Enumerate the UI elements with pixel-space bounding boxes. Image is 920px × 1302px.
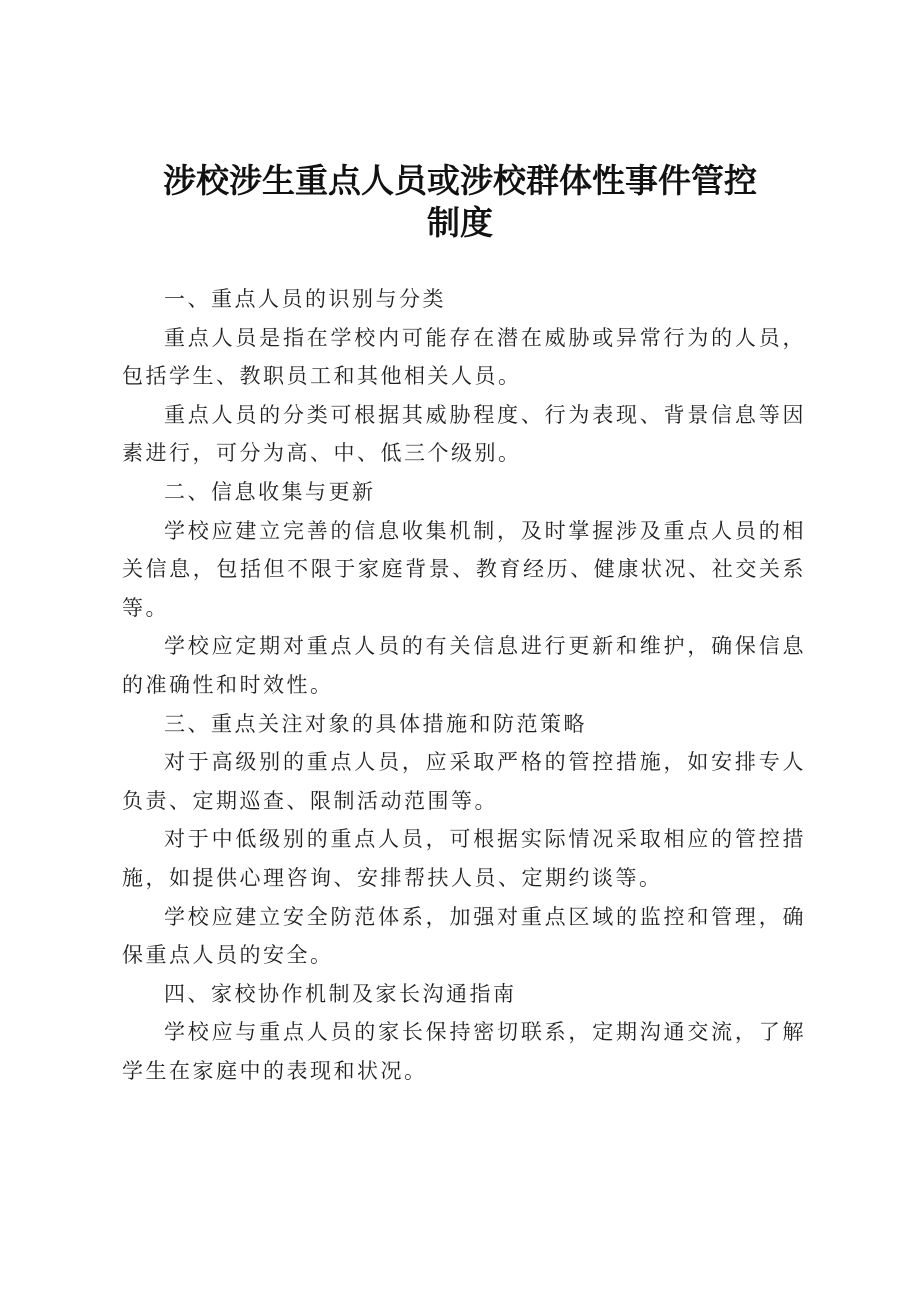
section-heading-2: 二、信息收集与更新 [164,479,376,504]
document-body [122,280,806,1090]
section-heading-4: 四、家校协作机制及家长沟通指南 [164,981,517,1006]
paragraph: 学校应建立完善的信息收集机制，及时掌握涉及重点人员的相关信息，包括但不限于家庭背景、教育经历、健康状况、社交关系等。 [122,518,806,620]
document-title: 涉校涉生重点人员或涉校群体性事件管控制度 [163,161,757,242]
paragraph: 学校应定期对重点人员的有关信息进行更新和维护，确保信息的准确性和时效性。 [122,634,806,697]
paragraph: 对于高级别的重点人员，应采取严格的管控措施，如安排专人负责、定期巡查、限制活动范围等。 [122,750,806,813]
section-heading-1: 一、重点人员的识别与分类 [164,287,446,311]
paragraph: 学校应与重点人员的家长保持密切联系，定期沟通交流，了解学生在家庭中的表现和状况。 [122,1020,806,1083]
paragraph: 对于中低级别的重点人员，可根据实际情况采取相应的管控措施，如提供心理咨询、安排帮扶人员、定期约谈等。 [122,827,806,890]
paragraph: 重点人员是指在学校内可能存在潜在威胁或异常行为的人员，包括学生、教职员工和其他相关人员。 [122,325,806,389]
section-heading-3: 三、重点关注对象的具体措施和防范策略 [164,711,587,736]
paragraph: 重点人员的分类可根据其威胁程度、行为表现、背景信息等因素进行，可分为高、中、低三个级别。 [122,402,806,466]
paragraph: 学校应建立安全防范体系，加强对重点区域的监控和管理，确保重点人员的安全。 [122,904,806,968]
